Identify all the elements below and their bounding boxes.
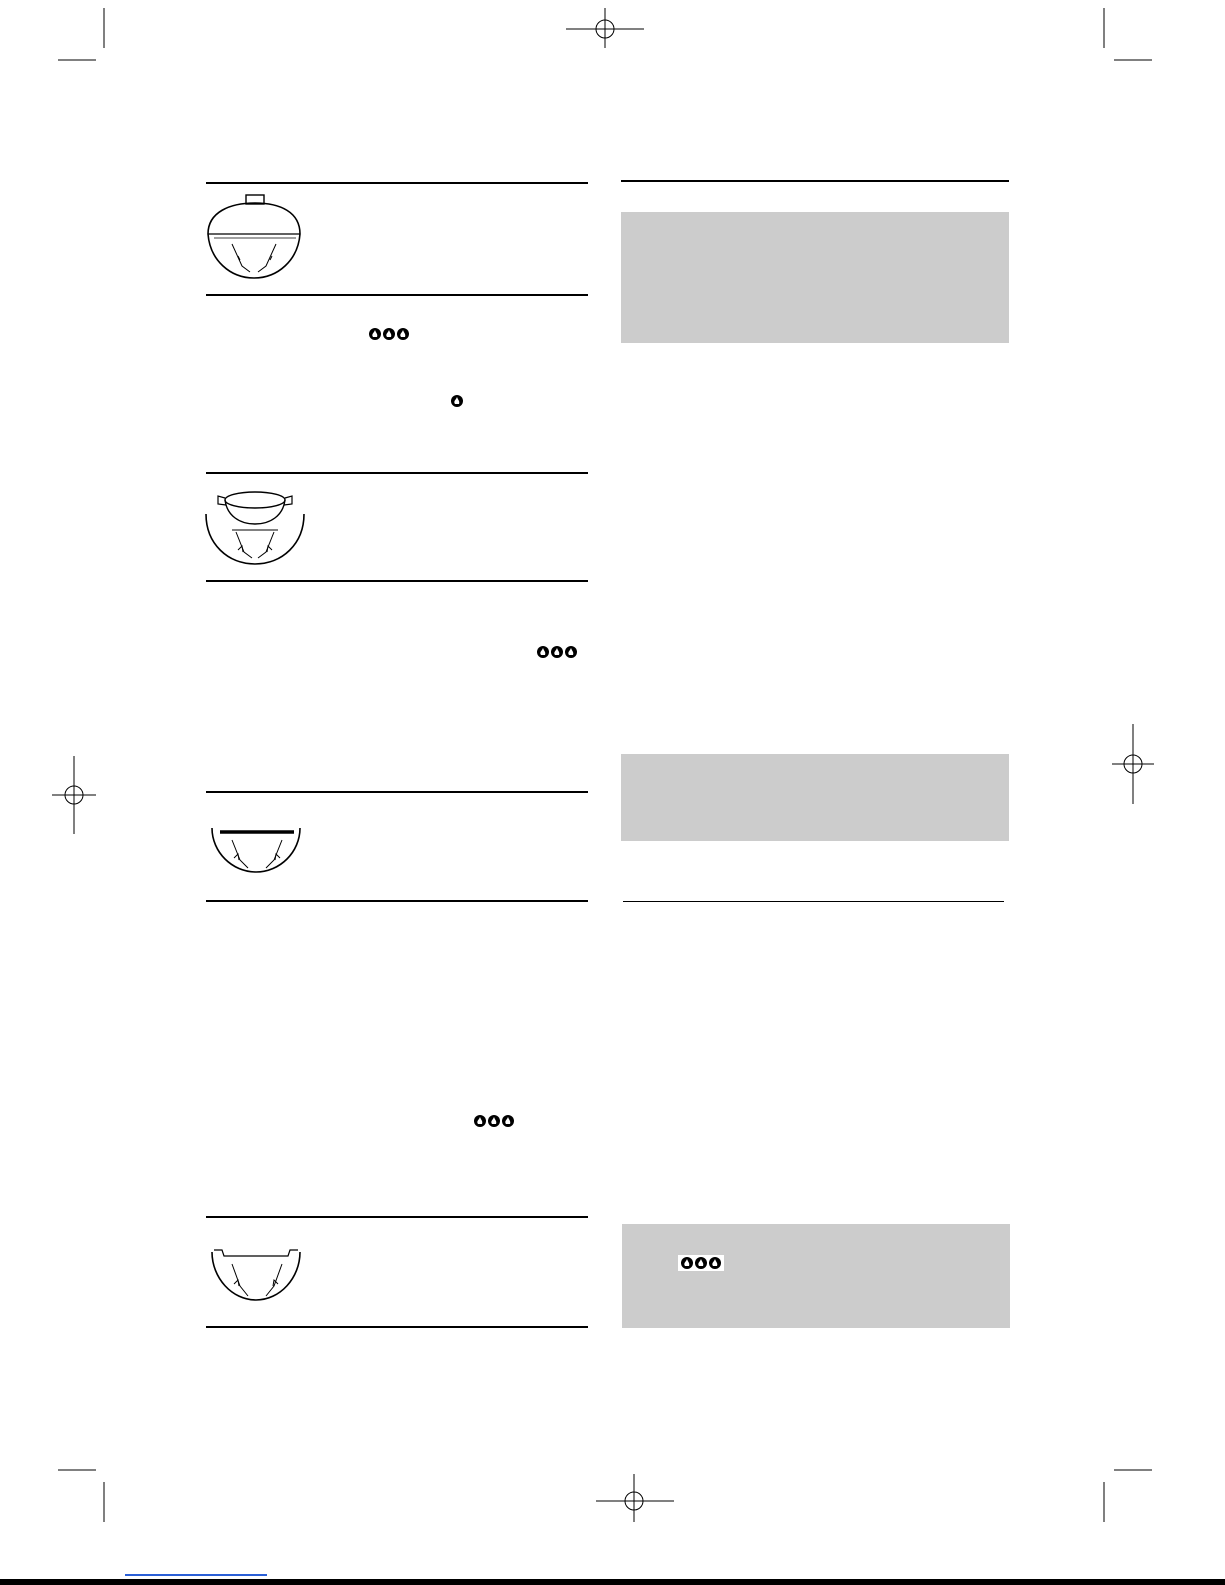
crop-mark-bottom-right xyxy=(1090,1460,1225,1530)
section-rule xyxy=(206,900,588,902)
flame-icon xyxy=(488,1115,500,1127)
flame-icon-group xyxy=(536,645,578,659)
flame-icon xyxy=(397,328,409,340)
registration-mark-right xyxy=(1110,720,1160,810)
wok-on-kettle-icon xyxy=(200,484,310,570)
flame-icon xyxy=(450,394,464,408)
section-rule xyxy=(206,182,588,184)
crop-mark-bottom-left xyxy=(0,1460,140,1530)
note-box xyxy=(622,1224,1010,1328)
flame-icon xyxy=(383,328,395,340)
pan-on-kettle-icon xyxy=(206,1244,306,1306)
registration-mark-bottom xyxy=(590,1470,680,1530)
page-bottom-edge xyxy=(0,1579,1225,1585)
flat-grate-kettle-icon xyxy=(206,822,306,878)
flame-icon-group xyxy=(678,1255,724,1271)
flame-icon xyxy=(537,646,549,658)
section-rule xyxy=(206,294,588,296)
link-underline xyxy=(125,1574,267,1576)
flame-icon xyxy=(681,1257,693,1269)
column-rule xyxy=(621,180,1009,182)
section-rule xyxy=(206,472,588,474)
flame-icon-group xyxy=(473,1114,515,1128)
flame-icon-group xyxy=(368,327,410,341)
section-rule xyxy=(206,1326,588,1328)
flame-icon xyxy=(695,1257,707,1269)
flame-icon xyxy=(709,1257,721,1269)
flame-icon xyxy=(474,1115,486,1127)
flame-icon xyxy=(502,1115,514,1127)
column-rule xyxy=(623,901,1004,902)
crop-mark-top-right xyxy=(1090,0,1225,70)
section-rule xyxy=(206,791,588,793)
crop-mark-top-left xyxy=(0,0,140,70)
section-rule xyxy=(206,1216,588,1218)
registration-mark-top xyxy=(560,0,650,60)
flame-icon xyxy=(551,646,563,658)
note-box xyxy=(621,754,1009,841)
covered-kettle-grill-icon xyxy=(204,192,304,282)
note-box xyxy=(621,212,1009,343)
registration-mark-left xyxy=(50,750,100,840)
section-rule xyxy=(206,580,588,582)
flame-icon xyxy=(369,328,381,340)
flame-icon xyxy=(565,646,577,658)
